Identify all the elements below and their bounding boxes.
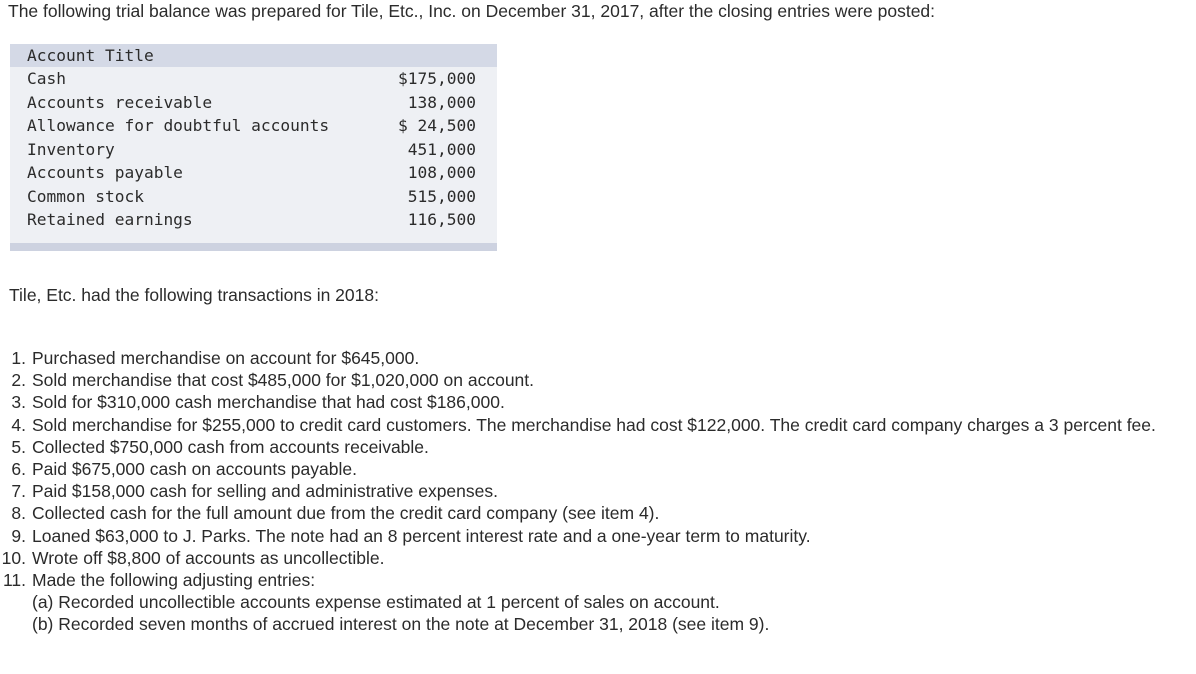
- account-name: Accounts payable: [27, 163, 183, 182]
- account-amount: 116,500: [407, 210, 476, 229]
- account-name: Retained earnings: [27, 210, 193, 229]
- table-header: [10, 44, 497, 67]
- intro-text: The following trial balance was prepared for Tile, Etc., Inc. on December 31, 2017, after the closing entries were posted:: [8, 1, 936, 21]
- account-amount: $ 24,500: [398, 116, 476, 135]
- item-number: 10.: [1, 547, 26, 568]
- table-row: [10, 161, 497, 185]
- item-number: 4.: [11, 414, 26, 435]
- account-name: Common stock: [27, 186, 144, 206]
- table-row: [10, 91, 497, 115]
- list-item: [0, 480, 1196, 502]
- account-amount: 451,000: [407, 139, 476, 159]
- item-text: Collected $750,000 cash from accounts receivable.: [32, 436, 429, 457]
- adjusting-entry: (a) Recorded uncollectible accounts expense estimated at 1 percent of sales on account.: [32, 592, 720, 613]
- list-item: [0, 525, 1196, 547]
- account-name: Inventory: [27, 139, 115, 159]
- list-item: [0, 547, 1196, 569]
- account-amount: 515,000: [407, 186, 476, 206]
- table-row: [10, 138, 497, 162]
- table-row: [10, 185, 497, 209]
- item-text: Loaned $63,000 to J. Parks. The note had an 8 percent interest rate and a one-year term to maturity.: [32, 525, 811, 546]
- table-row: [10, 114, 497, 138]
- item-number: 11.: [2, 570, 26, 591]
- item-text: Paid $158,000 cash for selling and administrative expenses.: [32, 481, 498, 502]
- table-footer-bar: [10, 243, 497, 251]
- item-text: Sold for $310,000 cash merchandise that had cost $186,000.: [32, 392, 505, 413]
- list-item: [0, 502, 1196, 524]
- account-name: Allowance for doubtful accounts: [27, 116, 330, 135]
- item-text: Purchased merchandise on account for $645,000.: [32, 348, 420, 368]
- account-title-header: Account Title: [27, 46, 154, 65]
- item-text: Sold merchandise for $255,000 to credit card customers. The merchandise had cost $122,000. The credit card company charges a 3 percent fee.: [32, 414, 1156, 435]
- item-number: 9.: [11, 525, 26, 546]
- item-number: 2.: [11, 370, 26, 391]
- item-text: Sold merchandise that cost $485,000 for $1,020,000 on account.: [32, 370, 535, 391]
- item-number: 5.: [11, 436, 26, 457]
- list-item: [0, 347, 1196, 369]
- item-number: 3.: [11, 392, 26, 413]
- item-number: 8.: [11, 503, 26, 524]
- transactions-list: [0, 347, 1196, 636]
- adjusting-entry: (b) Recorded seven months of accrued interest on the note at December 31, 2018 (see item 9).: [32, 614, 770, 635]
- item-text: Paid $675,000 cash on accounts payable.: [32, 459, 357, 480]
- account-name: Accounts receivable: [27, 92, 213, 112]
- trial-balance-table: [10, 44, 497, 252]
- list-item: [0, 458, 1196, 480]
- account-amount: 138,000: [407, 92, 476, 112]
- list-item: [0, 414, 1196, 436]
- table-row: [10, 67, 497, 91]
- transactions-intro: Tile, Etc. had the following transactions in 2018:: [9, 285, 379, 305]
- item-number: 6.: [11, 459, 26, 480]
- account-name: Cash: [27, 69, 66, 88]
- item-text: Collected cash for the full amount due from the credit card company (see item 4).: [32, 503, 660, 524]
- item-number: 1.: [11, 348, 26, 368]
- list-item: [0, 569, 1196, 591]
- account-amount: 108,000: [407, 163, 476, 182]
- list-item: [0, 391, 1196, 413]
- item-number: 7.: [11, 481, 26, 502]
- list-item: [0, 436, 1196, 458]
- item-text: Wrote off $8,800 of accounts as uncollectible.: [32, 547, 385, 568]
- table-row: [10, 208, 497, 232]
- item-text: Made the following adjusting entries:: [32, 570, 316, 591]
- account-amount: $175,000: [398, 69, 476, 88]
- list-item: [0, 369, 1196, 391]
